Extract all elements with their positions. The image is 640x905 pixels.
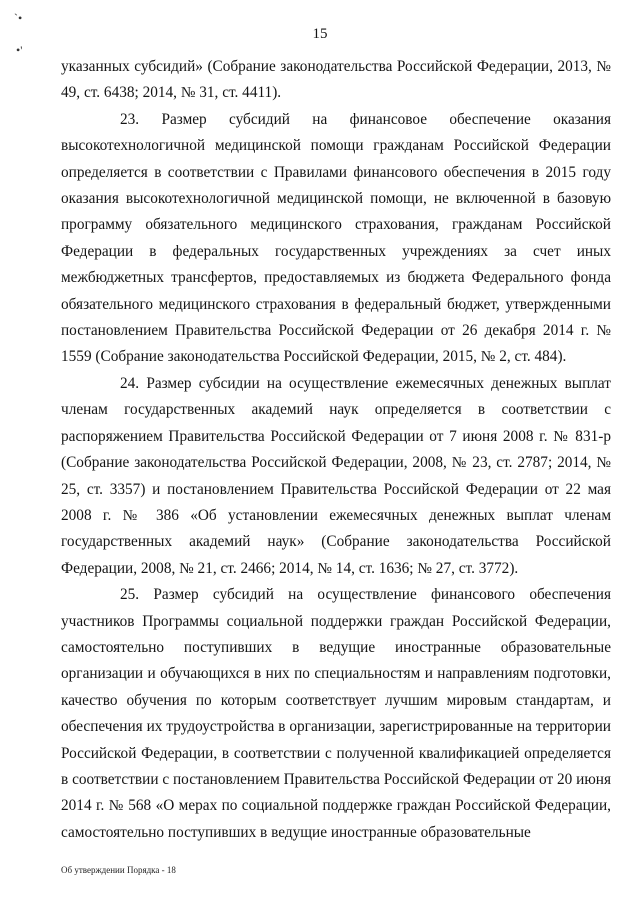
- page-number: 15: [312, 26, 328, 42]
- paragraph-23: 23. Размер субсидий на финансовое обеспечение оказания высокотехнологичной медицинской помощи гражданам Российской Федерации определяется в соответствии с Правилами финансового обеспечения в 2015 году оказания высокотехнологичной медицинской помощи, не включенной в базовую программу обязательного медицинского страхования, гражданам Российской Федерации в федеральных государственных учреждениях за счет иных межбюджетных трансфертов, предоставляемых из бюджета Федерального фонда обязательного медицинского страхования в федеральный бюджет, утвержденными постановлением Правительства Российской Федерации от 26 декабря 2014 г. № 1559 (Собрание законодательства Российской Федерации, 2015, № 2, ст. 484).: [61, 110, 611, 366]
- paragraph-24: 24. Размер субсидии на осуществление ежемесячных денежных выплат членам государственных академий наук определяется в соответствии с распоряжением Правительства Российской Федерации от 7 июня 2008 г. № 831-р (Собрание законодательства Российской Федерации, 2008, № 23, ст. 2787; 2014, № 25, ст. 3357) и постановлением Правительства Российской Федерации от 22 мая 2008 г. № 386 «Об установлении ежемесячных денежных выплат членам государственных академий наук» (Собрание законодательства Российской Федерации, 2008, № 21, ст. 2466; 2014, № 14, ст. 1636; № 27, ст. 3772).: [61, 374, 611, 577]
- document-body: [61, 54, 611, 846]
- paragraph-continuation: указанных субсидий» (Собрание законодательства Российской Федерации, 2013, № 49, ст. 6438; 2014, № 31, ст. 4411).: [61, 58, 611, 102]
- paragraph-25: 25. Размер субсидий на осуществление финансового обеспечения участников Программы социальной поддержки граждан Российской Федерации, самостоятельно поступивших в ведущие иностранные образовательные организации и обучающихся в них по специальностям и направлениям подготовки, качество обучения по которым соответствует лучшим мировым стандартам, и обеспечения их трудоустройства в организации, зарегистрированные на территории Российской Федерации, в соответствии с полученной квалификацией определяется в соответствии с постановлением Правительства Российской Федерации от 20 июня 2014 г. № 568 «О мерах по социальной поддержке граждан Российской Федерации, самостоятельно поступивших в ведущие иностранные образовательные: [61, 586, 611, 841]
- document-footer: Об утверждении Порядка - 18: [61, 865, 176, 875]
- scan-mark: •': [16, 43, 23, 57]
- scan-mark: `•: [14, 11, 23, 25]
